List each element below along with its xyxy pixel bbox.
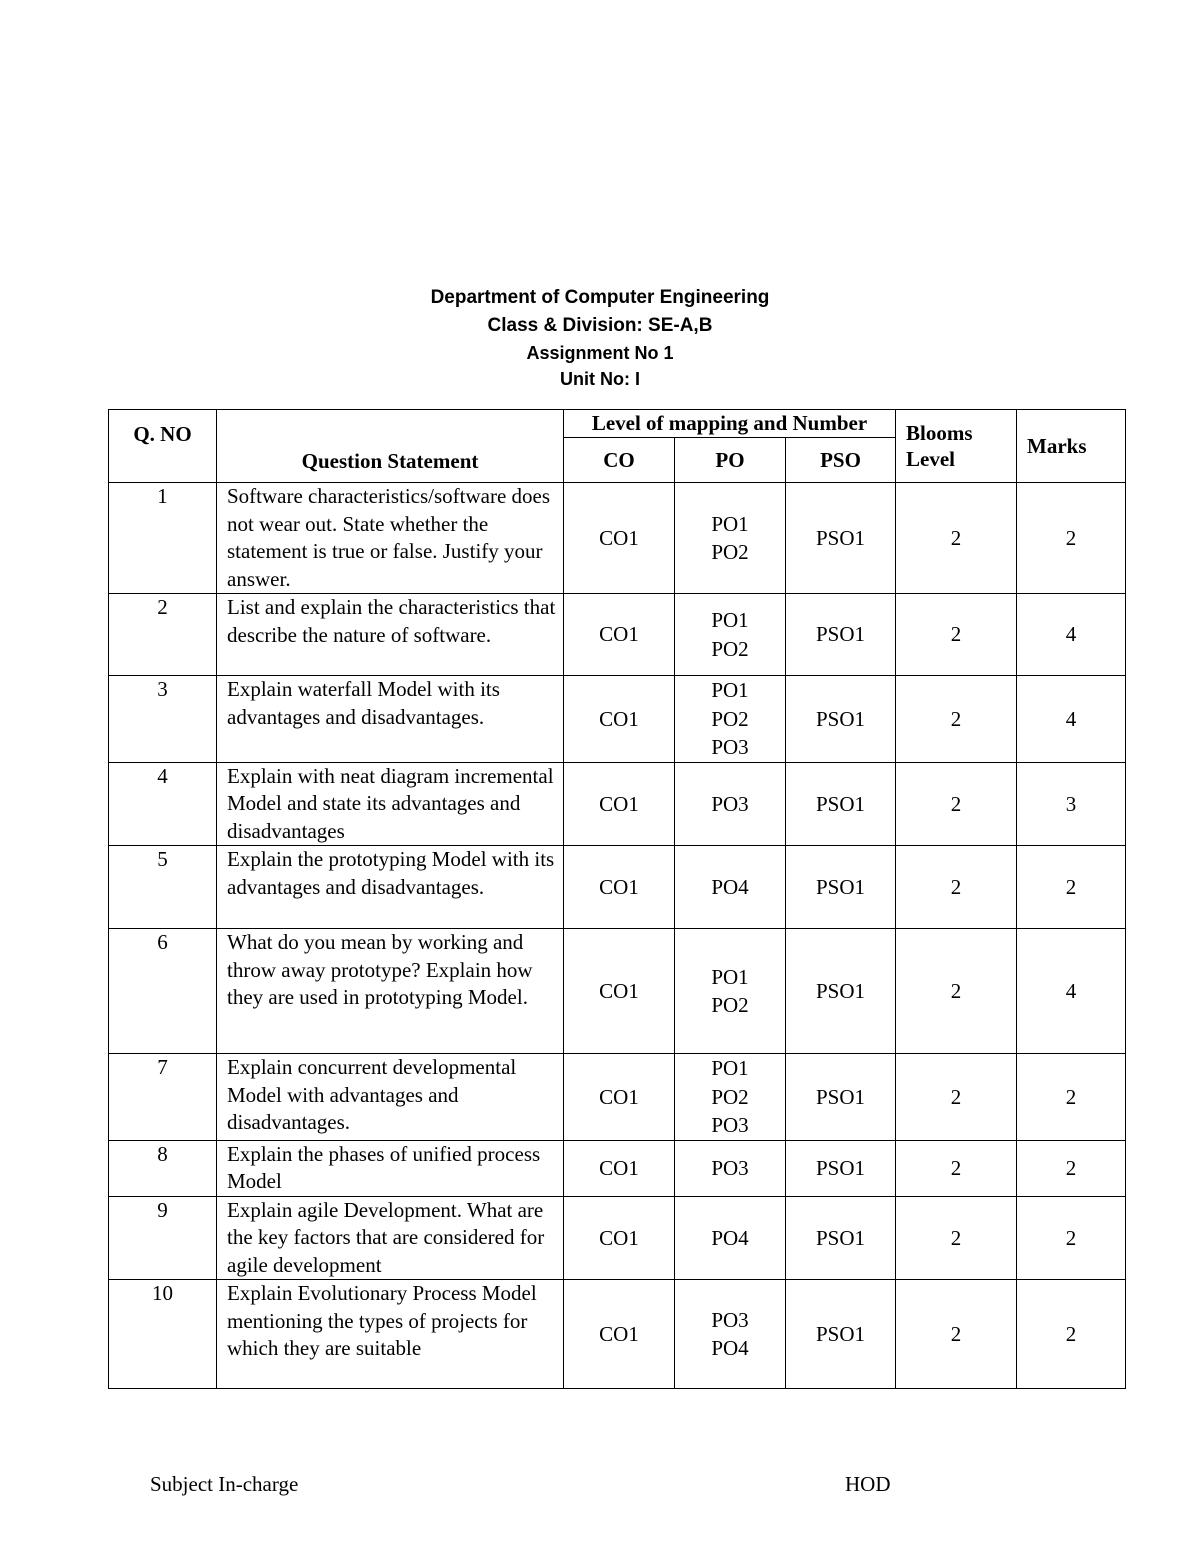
pso-mapping: PSO1 xyxy=(786,929,896,1054)
blooms-level: 2 xyxy=(896,929,1017,1054)
po-mapping xyxy=(675,594,786,676)
question-number: 2 xyxy=(109,594,217,676)
pso-mapping: PSO1 xyxy=(786,846,896,929)
po-mapping xyxy=(675,1054,786,1141)
question-statement: Explain concurrent developmental Model with advantages and disadvantages. xyxy=(217,1054,564,1141)
po-item: PO3 xyxy=(711,791,749,816)
header-question-statement: Question Statement xyxy=(217,410,564,483)
blooms-level: 2 xyxy=(896,846,1017,929)
po-mapping xyxy=(675,676,786,763)
marks: 2 xyxy=(1017,1280,1126,1389)
table-row xyxy=(109,594,1126,676)
co-mapping: CO1 xyxy=(564,676,675,763)
po-item: PO1 xyxy=(711,511,749,536)
table-row xyxy=(109,846,1126,929)
question-statement: Explain Evolutionary Process Model mentioning the types of projects for which they are suitable xyxy=(217,1280,564,1389)
table-row xyxy=(109,929,1126,1054)
pso-mapping: PSO1 xyxy=(786,1196,896,1280)
marks: 2 xyxy=(1017,846,1126,929)
marks: 2 xyxy=(1017,1054,1126,1141)
question-statement: What do you mean by working and throw away prototype? Explain how they are used in prototyping Model. xyxy=(217,929,564,1054)
po-item: PO4 xyxy=(711,1336,749,1360)
table-row xyxy=(109,1140,1126,1196)
po-item: PO1 xyxy=(711,1056,749,1080)
po-item: PO1 xyxy=(711,608,749,632)
blooms-level: 2 xyxy=(896,1054,1017,1141)
subject-incharge-label: Subject In-charge xyxy=(150,1472,299,1496)
question-number: 8 xyxy=(109,1140,217,1196)
po-mapping xyxy=(675,929,786,1054)
po-item: PO2 xyxy=(711,636,749,661)
po-item: PO2 xyxy=(711,993,749,1017)
co-mapping: CO1 xyxy=(564,846,675,929)
document-header xyxy=(0,284,1200,392)
po-item: PO4 xyxy=(711,874,749,899)
question-statement: List and explain the characteristics that describe the nature of software. xyxy=(217,594,564,676)
question-number: 10 xyxy=(109,1280,217,1389)
question-statement: Software characteristics/software does not wear out. State whether the statement is true or false. Justify your answer. xyxy=(217,483,564,594)
table-row xyxy=(109,1280,1126,1389)
question-number: 3 xyxy=(109,676,217,763)
po-item: PO4 xyxy=(711,1225,749,1250)
blooms-level: 2 xyxy=(896,594,1017,676)
po-item: PO2 xyxy=(711,706,749,731)
table-row xyxy=(109,676,1126,763)
po-item: PO1 xyxy=(711,678,749,702)
po-mapping xyxy=(675,846,786,929)
question-statement: Explain waterfall Model with its advantages and disadvantages. xyxy=(217,676,564,763)
pso-mapping: PSO1 xyxy=(786,594,896,676)
header-qno: Q. NO xyxy=(109,410,217,483)
co-mapping: CO1 xyxy=(564,483,675,594)
header-marks: Marks xyxy=(1017,410,1126,483)
department-title: Department of Computer Engineering xyxy=(430,287,770,308)
question-number: 4 xyxy=(109,762,217,846)
header-level-mapping: Level of mapping and Number xyxy=(564,410,896,438)
marks: 3 xyxy=(1017,762,1126,846)
question-number: 1 xyxy=(109,483,217,594)
co-mapping: CO1 xyxy=(564,1140,675,1196)
table-row xyxy=(109,1054,1126,1141)
header-pso: PSO xyxy=(786,438,896,483)
po-item: PO2 xyxy=(711,1084,749,1109)
question-number: 7 xyxy=(109,1054,217,1141)
po-mapping xyxy=(675,483,786,594)
assignment-number: Assignment No 1 xyxy=(526,343,674,363)
co-mapping: CO1 xyxy=(564,762,675,846)
po-item: PO3 xyxy=(711,1113,749,1137)
co-mapping: CO1 xyxy=(564,929,675,1054)
blooms-level: 2 xyxy=(896,762,1017,846)
table-row xyxy=(109,1196,1126,1280)
pso-mapping: PSO1 xyxy=(786,483,896,594)
blooms-level: 2 xyxy=(896,1280,1017,1389)
question-statement: Explain the phases of unified process Model xyxy=(217,1140,564,1196)
marks: 2 xyxy=(1017,1196,1126,1280)
pso-mapping: PSO1 xyxy=(786,1054,896,1141)
header-blooms-level: Blooms Level xyxy=(896,410,1017,483)
blooms-level: 2 xyxy=(896,483,1017,594)
pso-mapping: PSO1 xyxy=(786,762,896,846)
marks: 4 xyxy=(1017,676,1126,763)
po-mapping xyxy=(675,1140,786,1196)
question-statement: Explain the prototyping Model with its advantages and disadvantages. xyxy=(217,846,564,929)
pso-mapping: PSO1 xyxy=(786,1140,896,1196)
pso-mapping: PSO1 xyxy=(786,1280,896,1389)
question-number: 9 xyxy=(109,1196,217,1280)
po-item: PO3 xyxy=(711,1307,749,1332)
blooms-level: 2 xyxy=(896,1140,1017,1196)
question-statement: Explain agile Development. What are the key factors that are considered for agile development xyxy=(217,1196,564,1280)
marks: 4 xyxy=(1017,929,1126,1054)
co-mapping: CO1 xyxy=(564,1054,675,1141)
po-item: PO3 xyxy=(711,735,749,759)
question-statement: Explain with neat diagram incremental Model and state its advantages and disadvantages xyxy=(217,762,564,846)
marks: 4 xyxy=(1017,594,1126,676)
po-mapping xyxy=(675,1196,786,1280)
question-number: 5 xyxy=(109,846,217,929)
header-po: PO xyxy=(675,438,786,483)
table-row xyxy=(109,762,1126,846)
co-mapping: CO1 xyxy=(564,594,675,676)
po-item: PO2 xyxy=(711,540,749,564)
marks: 2 xyxy=(1017,483,1126,594)
unit-number: Unit No: I xyxy=(560,369,640,389)
marks: 2 xyxy=(1017,1140,1126,1196)
po-item: PO1 xyxy=(711,964,749,989)
class-division: Class & Division: SE-A,B xyxy=(487,315,713,336)
table-row xyxy=(109,483,1126,594)
pso-mapping: PSO1 xyxy=(786,676,896,763)
table-body xyxy=(109,483,1126,1389)
hod-label: HOD xyxy=(845,1472,891,1496)
co-mapping: CO1 xyxy=(564,1196,675,1280)
question-table xyxy=(108,409,1126,1389)
table-header xyxy=(109,410,1126,483)
header-co: CO xyxy=(564,438,675,483)
blooms-level: 2 xyxy=(896,1196,1017,1280)
question-number: 6 xyxy=(109,929,217,1054)
blooms-level: 2 xyxy=(896,676,1017,763)
co-mapping: CO1 xyxy=(564,1280,675,1389)
po-mapping xyxy=(675,1280,786,1389)
po-mapping xyxy=(675,762,786,846)
po-item: PO3 xyxy=(711,1155,749,1180)
